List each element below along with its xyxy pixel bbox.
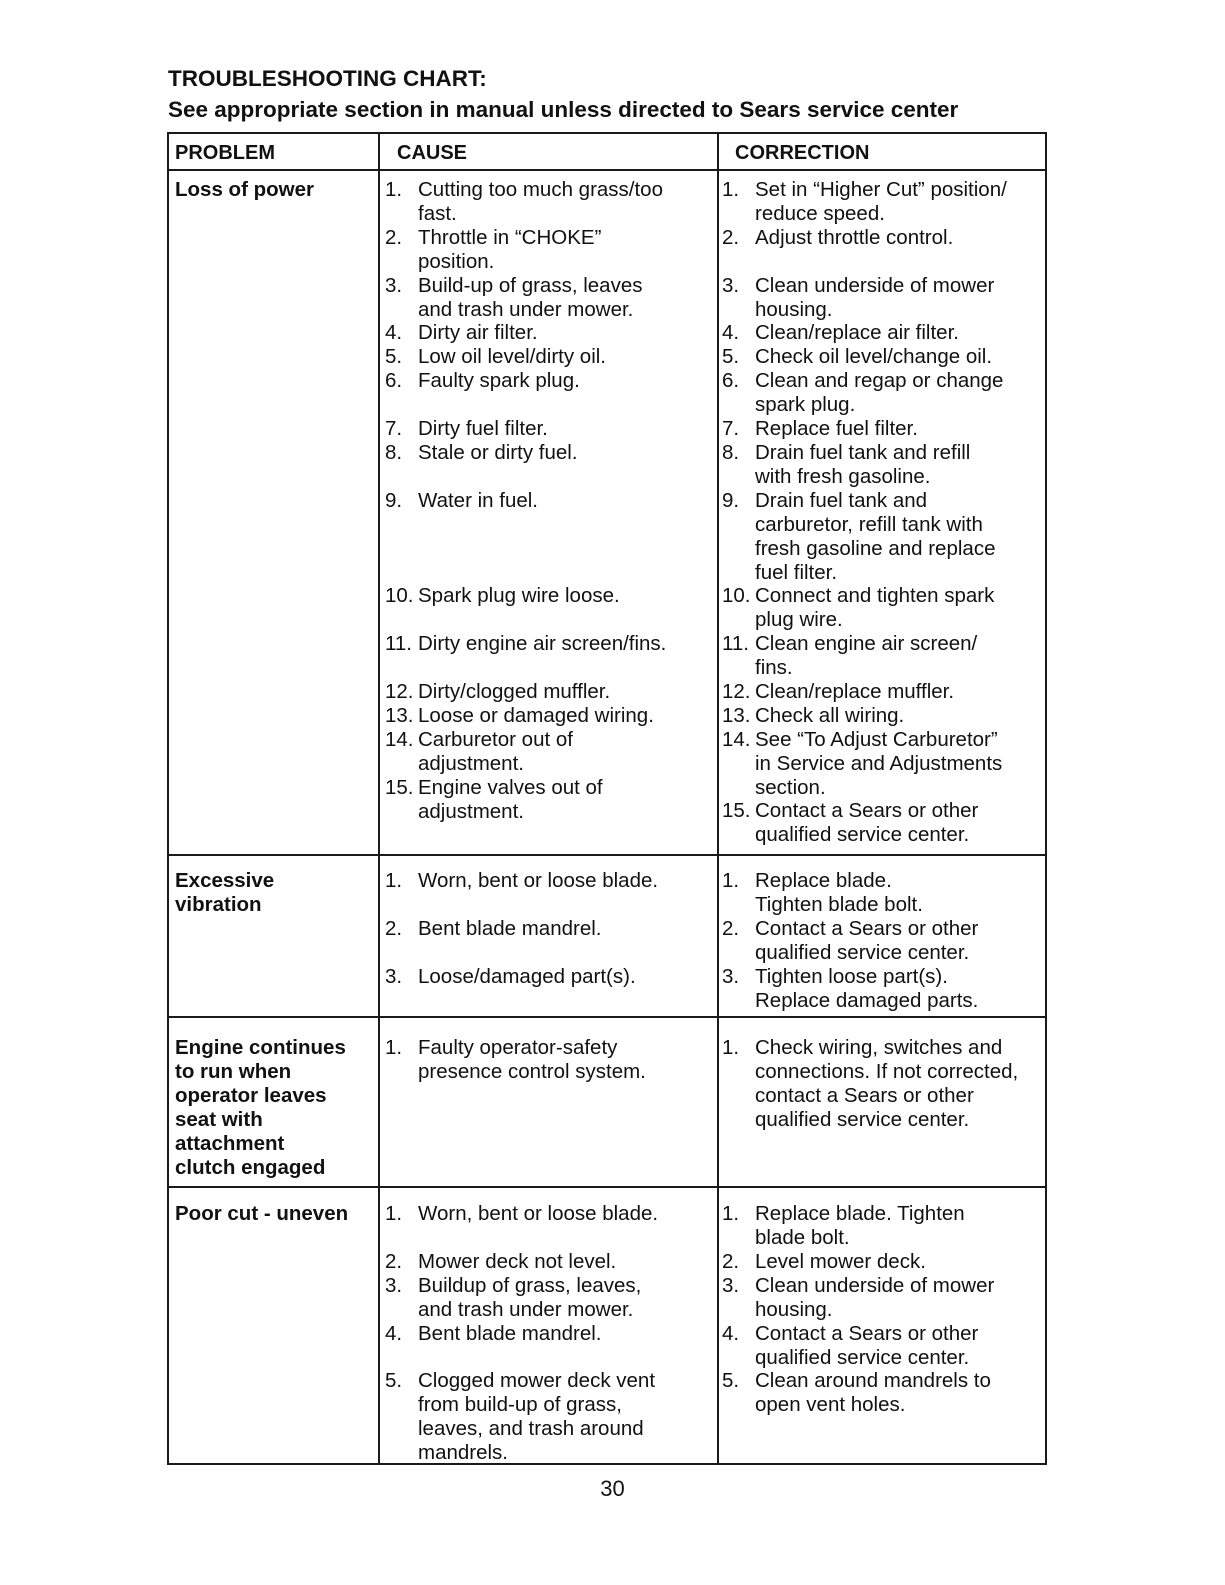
item-text-line: housing. <box>755 1297 833 1321</box>
item-text-line: Drain fuel tank and refill <box>755 440 971 464</box>
item-text-line: fast. <box>418 202 457 225</box>
item-number: 3. <box>385 1273 403 1297</box>
item-text-line: position. <box>418 249 495 273</box>
item-number: 5. <box>722 1369 740 1393</box>
item-number: 10. <box>385 584 414 608</box>
item-number: 15. <box>722 799 751 823</box>
item-text-line: adjustment. <box>418 799 524 823</box>
item-text <box>755 1202 965 1250</box>
item-text-line: Clean and regap or change <box>755 369 1004 393</box>
item-number: 2. <box>385 225 403 249</box>
item-text-line: Engine valves out of <box>418 775 603 799</box>
item-number: 6. <box>722 369 740 393</box>
column-divider-2 <box>717 132 719 1465</box>
row-divider-3 <box>167 1186 1047 1188</box>
item-text-line: connections. If not corrected, <box>755 1060 1019 1083</box>
item-number: 2. <box>385 916 403 940</box>
item-text <box>755 869 923 917</box>
item-number: 11. <box>722 632 749 656</box>
item-text <box>418 965 636 989</box>
item-number: 7. <box>722 417 740 440</box>
item-text-line: Mower deck not level. <box>418 1249 617 1273</box>
item-text <box>418 869 658 893</box>
item-text <box>418 178 663 226</box>
problem-line: clutch engaged <box>175 1156 326 1179</box>
item-text-line: Stale or dirty fuel. <box>418 440 578 464</box>
item-text-line: Contact a Sears or other <box>755 916 979 940</box>
row-divider-2 <box>167 1016 1047 1018</box>
item-text-line: Spark plug wire loose. <box>418 584 620 608</box>
item-text-line: Throttle in “CHOKE” <box>418 225 602 249</box>
problem-loss-of-power <box>175 178 375 202</box>
problem-line: Loss of power <box>175 178 314 201</box>
item-number: 1. <box>385 1036 403 1059</box>
item-number: 7. <box>385 417 403 440</box>
item-text-line: Check wiring, switches and <box>755 1036 1003 1059</box>
header-problem: PROBLEM <box>175 142 275 164</box>
item-text <box>418 1250 616 1274</box>
item-number: 4. <box>385 1321 403 1345</box>
item-text-line: Clean engine air screen/ <box>755 632 978 656</box>
item-text <box>755 1369 991 1417</box>
item-text <box>755 1036 1018 1132</box>
item-text-line: adjustment. <box>418 751 524 775</box>
item-number: 3. <box>722 964 740 988</box>
table-border-right <box>1045 132 1047 1465</box>
item-text <box>755 728 1002 800</box>
item-text-line: in Service and Adjustments <box>755 751 1003 775</box>
item-number: 12. <box>385 679 414 703</box>
item-text <box>418 369 580 393</box>
item-number: 2. <box>385 1249 403 1273</box>
item-number: 1. <box>385 869 403 892</box>
problem-line: attachment <box>175 1132 285 1155</box>
item-number: 3. <box>385 273 403 297</box>
item-text-line: Contact a Sears or other <box>755 1321 979 1345</box>
item-text <box>418 1322 601 1346</box>
item-text-line: blade bolt. <box>755 1226 850 1249</box>
page-number: 30 <box>600 1476 625 1501</box>
item-text-line: Clogged mower deck vent <box>418 1369 656 1393</box>
item-text-line: Water in fuel. <box>418 488 539 512</box>
item-text <box>418 776 603 824</box>
item-text-line: Bent blade mandrel. <box>418 916 602 940</box>
item-text-line: Dirty engine air screen/fins. <box>418 632 667 656</box>
item-text-line: qualified service center. <box>755 940 970 964</box>
item-number: 5. <box>722 345 740 369</box>
item-text <box>418 489 538 513</box>
item-text-line: Check all wiring. <box>755 703 905 727</box>
item-text <box>418 441 578 465</box>
item-text <box>418 345 606 369</box>
item-number: 3. <box>722 1273 740 1297</box>
item-text <box>755 274 994 322</box>
chart-title: TROUBLESHOOTING CHART: <box>168 66 487 91</box>
item-text-line: Clean/replace muffler. <box>755 679 955 703</box>
item-text <box>755 1274 994 1322</box>
problem-line: vibration <box>175 893 262 916</box>
item-text <box>418 226 601 274</box>
item-number: 12. <box>722 679 751 703</box>
item-text-line: mandrels. <box>418 1441 509 1465</box>
item-text <box>418 680 610 704</box>
item-text-line: Clean underside of mower <box>755 273 995 297</box>
item-text <box>755 441 970 489</box>
item-number: 5. <box>385 345 403 369</box>
item-text-line: fins. <box>755 656 793 680</box>
item-text-line: qualified service center. <box>755 1345 970 1369</box>
item-text <box>755 704 904 728</box>
item-text-line: Contact a Sears or other <box>755 799 979 823</box>
item-text <box>755 178 1007 226</box>
item-text-line: section. <box>755 775 826 799</box>
item-text-line: Worn, bent or loose blade. <box>418 1202 659 1225</box>
item-number: 1. <box>722 1202 740 1225</box>
item-text-line: reduce speed. <box>755 202 885 225</box>
item-text-line: Clean/replace air filter. <box>755 321 959 345</box>
item-text-line: Bent blade mandrel. <box>418 1321 602 1345</box>
item-text-line: fuel filter. <box>755 560 838 584</box>
item-text <box>418 1369 655 1465</box>
item-text-line: Low oil level/dirty oil. <box>418 345 606 369</box>
header-divider <box>167 169 1047 171</box>
item-text-line: fresh gasoline and replace <box>755 536 996 560</box>
item-text <box>418 1036 646 1084</box>
item-text-line: Set in “Higher Cut” position/ <box>755 178 1007 201</box>
item-number: 1. <box>722 1036 740 1059</box>
item-text <box>755 680 954 704</box>
item-text-line: Faulty spark plug. <box>418 369 580 393</box>
item-text <box>755 489 995 585</box>
item-text <box>418 1274 641 1322</box>
problem-poor-cut <box>175 1202 375 1226</box>
item-text-line: leaves, and trash around <box>418 1417 644 1441</box>
item-text-line: contact a Sears or other <box>755 1084 974 1107</box>
item-text-line: with fresh gasoline. <box>755 464 931 488</box>
item-text <box>755 369 1003 417</box>
item-text <box>755 417 918 441</box>
item-text-line: carburetor, refill tank with <box>755 512 983 536</box>
item-text <box>418 417 548 441</box>
item-text-line: Tighten blade bolt. <box>755 893 923 916</box>
problem-excessive-vibration <box>175 869 375 917</box>
item-text <box>418 274 642 322</box>
item-number: 9. <box>722 488 740 512</box>
item-text-line: Build-up of grass, leaves <box>418 273 643 297</box>
item-text-line: housing. <box>755 297 833 321</box>
item-text-line: and trash under mower. <box>418 297 634 321</box>
item-number: 15. <box>385 775 414 799</box>
item-number: 4. <box>722 321 740 345</box>
item-number: 13. <box>385 703 414 727</box>
item-number: 1. <box>722 869 740 892</box>
item-text-line: Replace blade. <box>755 869 892 892</box>
item-number: 3. <box>385 964 403 988</box>
problem-line: Excessive <box>175 869 275 892</box>
item-number: 4. <box>385 321 403 345</box>
column-divider-1 <box>378 132 380 1465</box>
item-text-line: Faulty operator-safety <box>418 1036 618 1059</box>
item-text-line: Loose or damaged wiring. <box>418 703 654 727</box>
item-text-line: Carburetor out of <box>418 727 573 751</box>
item-number: 2. <box>722 1249 740 1273</box>
item-text-line: Replace fuel filter. <box>755 417 918 440</box>
item-text-line: presence control system. <box>418 1060 646 1083</box>
item-text <box>418 321 538 345</box>
item-number: 8. <box>722 440 740 464</box>
item-text <box>755 584 994 632</box>
item-text <box>755 1322 978 1370</box>
item-text <box>755 917 978 965</box>
item-text <box>755 799 978 847</box>
item-text-line: Replace damaged parts. <box>755 988 979 1012</box>
item-text <box>755 1250 926 1274</box>
item-number: 6. <box>385 369 403 393</box>
item-number: 1. <box>385 1202 403 1225</box>
item-number: 3. <box>722 273 740 297</box>
item-text-line: Level mower deck. <box>755 1249 926 1273</box>
item-text <box>755 321 959 345</box>
item-text-line: open vent holes. <box>755 1393 906 1417</box>
item-text <box>418 632 666 656</box>
item-number: 9. <box>385 488 403 512</box>
item-number: 11. <box>385 632 412 656</box>
item-text <box>418 728 573 776</box>
item-text-line: qualified service center. <box>755 1108 970 1131</box>
item-text <box>755 632 977 680</box>
problem-line: seat with <box>175 1108 263 1131</box>
row-divider-1 <box>167 854 1047 856</box>
item-text-line: Worn, bent or loose blade. <box>418 869 659 892</box>
item-text-line: plug wire. <box>755 608 843 632</box>
header-cause: CAUSE <box>397 142 468 164</box>
item-text-line: Dirty air filter. <box>418 321 538 345</box>
item-text-line: qualified service center. <box>755 823 970 847</box>
item-text <box>418 704 654 728</box>
problem-line: operator leaves <box>175 1084 327 1107</box>
item-number: 5. <box>385 1369 403 1393</box>
item-text-line: Loose/damaged part(s). <box>418 964 636 988</box>
item-text-line: Replace blade. Tighten <box>755 1202 965 1225</box>
item-text-line: See “To Adjust Carburetor” <box>755 727 998 751</box>
item-text-line: Drain fuel tank and <box>755 488 928 512</box>
item-text <box>755 226 953 250</box>
item-text-line: Clean around mandrels to <box>755 1369 991 1393</box>
table-border-left <box>167 132 169 1465</box>
item-text-line: from build-up of grass, <box>418 1393 622 1417</box>
item-number: 2. <box>722 916 740 940</box>
item-text-line: and trash under mower. <box>418 1297 634 1321</box>
item-text-line: Clean underside of mower <box>755 1273 995 1297</box>
item-text-line: Connect and tighten spark <box>755 584 995 608</box>
problem-line: to run when <box>175 1060 292 1083</box>
item-text-line: Check oil level/change oil. <box>755 345 993 369</box>
item-number: 10. <box>722 584 751 608</box>
item-text <box>418 1202 658 1226</box>
item-number: 14. <box>385 727 414 751</box>
item-text-line: Tighten loose part(s). <box>755 964 948 988</box>
item-text-line: spark plug. <box>755 393 856 417</box>
item-text <box>418 584 620 608</box>
item-text-line: Cutting too much grass/too <box>418 178 663 201</box>
item-number: 8. <box>385 440 403 464</box>
table-border-top <box>167 132 1047 134</box>
item-number: 13. <box>722 703 751 727</box>
item-number: 2. <box>722 225 740 249</box>
item-number: 1. <box>385 178 403 201</box>
item-text <box>755 345 992 369</box>
problem-engine-continues <box>175 1036 375 1180</box>
problem-line: Poor cut - uneven <box>175 1202 349 1225</box>
chart-subtitle: See appropriate section in manual unless directed to Sears service center <box>168 97 959 122</box>
header-correction: CORRECTION <box>735 142 870 164</box>
item-number: 14. <box>722 727 751 751</box>
item-text-line: Dirty/clogged muffler. <box>418 679 611 703</box>
item-number: 1. <box>722 178 740 201</box>
problem-line: Engine continues <box>175 1036 346 1059</box>
item-number: 4. <box>722 1321 740 1345</box>
item-text-line: Dirty fuel filter. <box>418 417 548 440</box>
item-text-line: Adjust throttle control. <box>755 225 954 249</box>
item-text-line: Buildup of grass, leaves, <box>418 1273 642 1297</box>
item-text <box>418 917 601 941</box>
item-text <box>755 965 978 1013</box>
